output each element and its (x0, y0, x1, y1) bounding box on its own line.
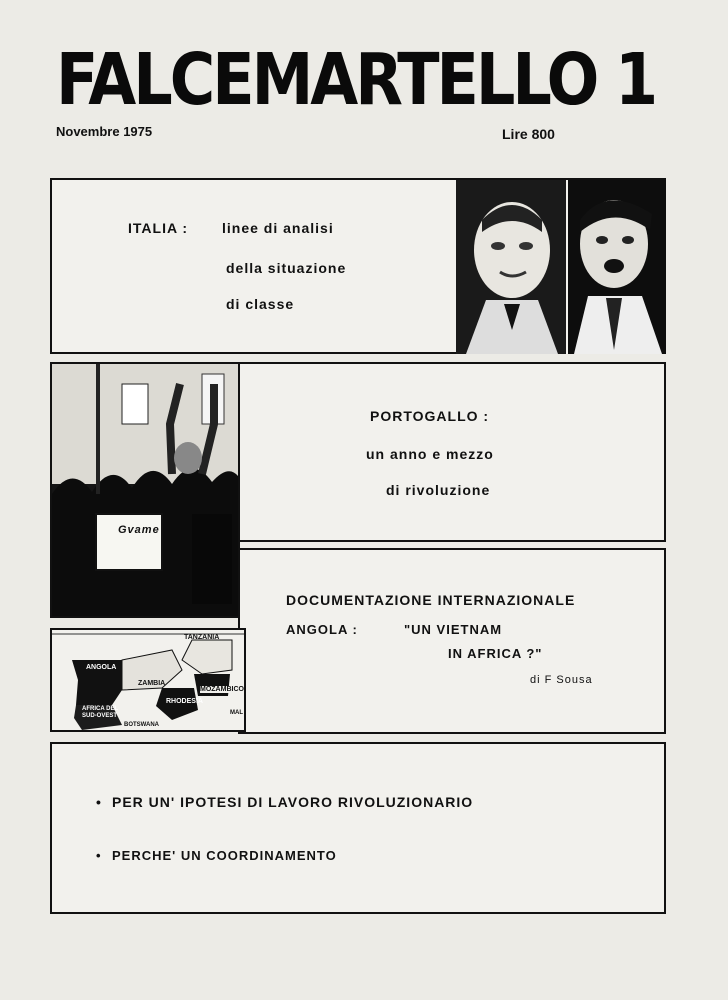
map-label-botswana: BOTSWANA (124, 722, 159, 728)
italia-box (50, 178, 666, 354)
documentazione-box (238, 548, 666, 734)
issue-date: Novembre 1975 (56, 124, 153, 139)
map-label-mal: MAL (230, 710, 243, 716)
southern-africa-map (50, 628, 246, 732)
italia-line1: linee di analisi (222, 220, 334, 236)
portogallo-line1: un anno e mezzo (366, 446, 494, 462)
map-label-angola: ANGOLA (86, 664, 117, 671)
issue-price: Lire 800 (502, 126, 555, 142)
angola-label: ANGOLA : (286, 622, 358, 637)
angola-quote-line1: "UN VIETNAM (404, 622, 503, 637)
contents-item-2: PERCHE' UN COORDINAMENTO (112, 848, 337, 863)
angola-quote-line2: IN AFRICA ?" (448, 646, 543, 661)
map-label-zambia: ZAMBIA (138, 680, 166, 687)
map-label-tanzania: TANZANIA (184, 634, 220, 641)
map-label-mozambico: MOZAMBICO (200, 686, 244, 693)
italia-line3: di classe (226, 296, 295, 312)
protest-sign-text: Gvame (118, 524, 160, 536)
angola-byline: di F Sousa (530, 674, 593, 686)
portogallo-heading: PORTOGALLO : (370, 408, 490, 424)
masthead-title: FALCEMARTELLO 1 (56, 37, 656, 122)
bullet-1: • (96, 794, 102, 810)
politicians-photo (456, 180, 666, 354)
map-label-rhodesia: RHODESIA (166, 698, 203, 705)
portogallo-line2: di rivoluzione (386, 482, 491, 498)
map-label-africa-sudovest: AFRICA DEL SUD-OVEST (82, 706, 118, 719)
italia-heading: ITALIA : (128, 220, 189, 236)
contents-item-1: PER UN' IPOTESI DI LAVORO RIVOLUZIONARIO (112, 794, 474, 810)
contents-box (50, 742, 666, 914)
revolution-crowd-photo (50, 362, 240, 618)
documentazione-heading: DOCUMENTAZIONE INTERNAZIONALE (286, 592, 576, 608)
bullet-2: • (96, 848, 102, 863)
italia-line2: della situazione (226, 260, 347, 276)
